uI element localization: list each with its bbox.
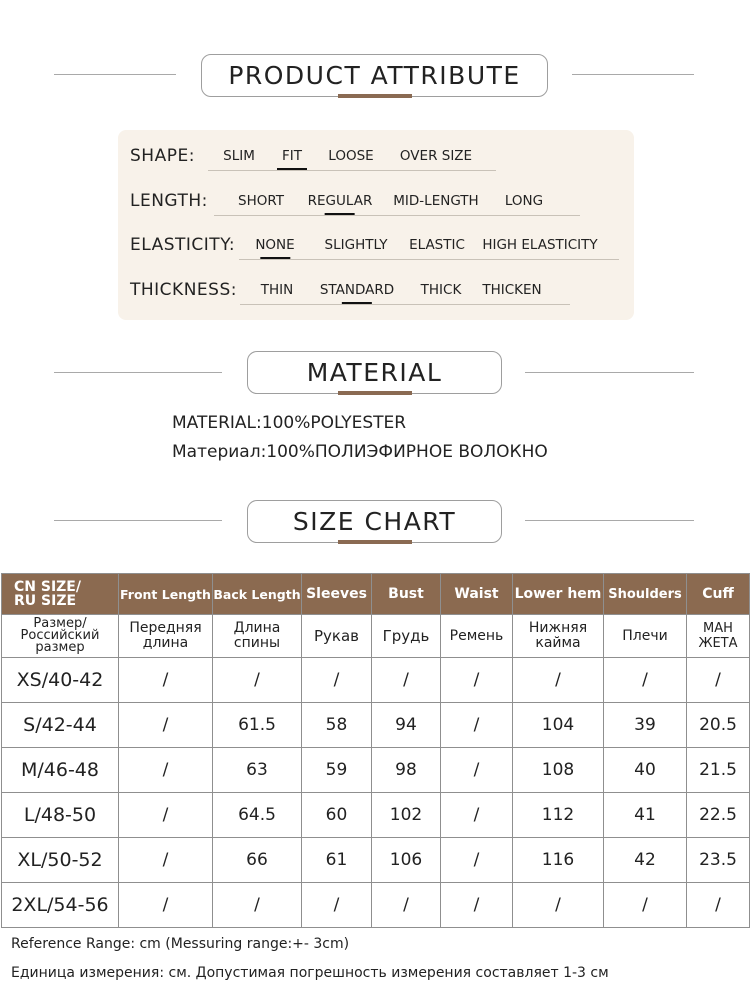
measurement-cell: / xyxy=(302,658,372,703)
size-chart-table xyxy=(1,573,750,928)
measurement-cell: / xyxy=(119,838,213,883)
header-sleeves: Sleeves xyxy=(302,574,372,615)
ru-header-bust xyxy=(372,615,441,658)
table-ru-header-row xyxy=(2,615,750,658)
ru-header-sleeves xyxy=(302,615,372,658)
divider-left xyxy=(54,520,222,521)
attribute-option: THICK xyxy=(420,282,462,298)
ru-header-line: Ремень xyxy=(449,627,504,644)
ru-header-size xyxy=(2,615,119,658)
ru-header-line: Размер/ xyxy=(33,616,87,631)
ru-header-back-length xyxy=(213,615,302,658)
measurement-cell: / xyxy=(119,703,213,748)
measurement-cell: 66 xyxy=(213,838,302,883)
table-row xyxy=(2,883,750,928)
ru-header-waist xyxy=(441,615,513,658)
table-row xyxy=(2,793,750,838)
attribute-option: ELASTIC xyxy=(409,237,465,253)
table-row xyxy=(2,838,750,883)
measurement-cell: / xyxy=(372,883,441,928)
section-title-product-attribute xyxy=(201,54,548,97)
ru-header-lower-hem xyxy=(513,615,604,658)
header-shoulders: Shoulders xyxy=(604,574,687,615)
header-bust: Bust xyxy=(372,574,441,615)
divider-right xyxy=(572,74,694,75)
measurement-cell: 42 xyxy=(604,838,687,883)
attribute-option: SLIGHTLY xyxy=(324,237,388,253)
attribute-row-elasticity xyxy=(118,235,634,265)
ru-header-shoulders xyxy=(604,615,687,658)
measurement-cell: / xyxy=(119,748,213,793)
measurement-cell: / xyxy=(513,658,604,703)
attribute-option: THICKEN xyxy=(482,282,542,298)
section-title-text: PRODUCT ATTRIBUTE xyxy=(228,61,521,90)
attribute-panel xyxy=(118,130,634,320)
section-title-text: MATERIAL xyxy=(306,358,443,387)
attribute-underline xyxy=(208,170,496,171)
table-row xyxy=(2,748,750,793)
attribute-option: HIGH ELASTICITY xyxy=(482,237,598,253)
ru-header-cuff xyxy=(687,615,750,658)
header-line: CN SIZE/ xyxy=(14,579,81,595)
attribute-option: LOOSE xyxy=(328,148,374,164)
ru-header-line: Передняя xyxy=(129,620,202,636)
ru-header-line: Нижняя xyxy=(528,620,588,636)
measurement-cell: / xyxy=(441,703,513,748)
header-lower-hem: Lower hem xyxy=(513,574,604,615)
measurement-cell: 40 xyxy=(604,748,687,793)
attribute-label: LENGTH: xyxy=(130,191,208,211)
ru-header-line: Российский xyxy=(20,628,100,643)
measurement-cell: 60 xyxy=(302,793,372,838)
attribute-option: OVER SIZE xyxy=(399,148,473,164)
ru-header-front-length xyxy=(119,615,213,658)
measurement-cell: / xyxy=(441,658,513,703)
size-label-cell: XL/50-52 xyxy=(2,838,119,883)
ru-header-line: Плечи xyxy=(622,627,668,644)
measurement-cell: / xyxy=(441,748,513,793)
ru-header-line: Грудь xyxy=(382,626,430,645)
size-label-cell: M/46-48 xyxy=(2,748,119,793)
size-label-cell: XS/40-42 xyxy=(2,658,119,703)
attribute-option: SLIM xyxy=(223,148,255,164)
material-text-ru: Материал:100%ПОЛИЭФИРНОЕ ВОЛОКНО xyxy=(172,442,548,462)
measurement-cell: / xyxy=(119,658,213,703)
measurement-cell: 106 xyxy=(372,838,441,883)
measurement-cell: / xyxy=(513,883,604,928)
footnote-en: Reference Range: cm (Messuring range:+- 3cm) xyxy=(11,936,350,952)
attribute-underline xyxy=(214,215,580,216)
header-cn-ru-size xyxy=(2,574,119,615)
measurement-cell: 22.5 xyxy=(687,793,750,838)
divider-right xyxy=(525,520,694,521)
measurement-cell: / xyxy=(119,883,213,928)
section-title-material xyxy=(247,351,502,394)
measurement-cell: / xyxy=(372,658,441,703)
title-accent-bar xyxy=(338,540,412,544)
measurement-cell: 98 xyxy=(372,748,441,793)
measurement-cell: 23.5 xyxy=(687,838,750,883)
measurement-cell: 61.5 xyxy=(213,703,302,748)
header-front-length: Front Length xyxy=(119,574,213,615)
attribute-row-shape xyxy=(118,146,634,176)
measurement-cell: 94 xyxy=(372,703,441,748)
header-cuff: Cuff xyxy=(687,574,750,615)
size-label-cell: 2XL/54-56 xyxy=(2,883,119,928)
divider-left xyxy=(54,74,176,75)
attribute-label: THICKNESS: xyxy=(130,280,237,300)
measurement-cell: / xyxy=(441,883,513,928)
attribute-label: ELASTICITY: xyxy=(130,235,236,255)
measurement-cell: 59 xyxy=(302,748,372,793)
table-row xyxy=(2,703,750,748)
measurement-cell: / xyxy=(213,658,302,703)
section-title-size-chart xyxy=(247,500,502,543)
ru-header-line: размер xyxy=(35,640,85,655)
measurement-cell: / xyxy=(441,793,513,838)
header-waist: Waist xyxy=(441,574,513,615)
divider-left xyxy=(54,372,222,373)
ru-header-line: кайма xyxy=(535,635,581,651)
measurement-cell: 39 xyxy=(604,703,687,748)
measurement-cell: 41 xyxy=(604,793,687,838)
header-back-length: Back Length xyxy=(213,574,302,615)
size-label-cell: S/42-44 xyxy=(2,703,119,748)
measurement-cell: / xyxy=(302,883,372,928)
attribute-option: THIN xyxy=(260,282,294,298)
attribute-option-selected: STANDARD xyxy=(319,282,395,298)
title-accent-bar xyxy=(338,391,412,395)
measurement-cell: / xyxy=(687,883,750,928)
measurement-cell: 108 xyxy=(513,748,604,793)
measurement-cell: 64.5 xyxy=(213,793,302,838)
attribute-row-thickness xyxy=(118,280,634,310)
table-row xyxy=(2,658,750,703)
measurement-cell: 102 xyxy=(372,793,441,838)
attribute-underline xyxy=(240,304,570,305)
ru-header-line: Длина xyxy=(233,620,281,636)
measurement-cell: / xyxy=(441,838,513,883)
ru-header-line: длина xyxy=(142,635,189,651)
header-line: RU SIZE xyxy=(14,593,77,609)
attribute-label: SHAPE: xyxy=(130,146,195,166)
attribute-option-selected: NONE xyxy=(255,237,295,253)
measurement-cell: 20.5 xyxy=(687,703,750,748)
section-title-text: SIZE CHART xyxy=(292,507,457,536)
ru-header-line: МАН xyxy=(703,621,733,636)
table-header-row xyxy=(2,574,750,615)
divider-right xyxy=(525,372,694,373)
size-label-cell: L/48-50 xyxy=(2,793,119,838)
material-text-en: MATERIAL:100%POLYESTER xyxy=(172,413,407,433)
attribute-row-length xyxy=(118,191,634,221)
attribute-option-selected: FIT xyxy=(282,148,302,164)
attribute-option-selected: REGULAR xyxy=(307,193,373,209)
measurement-cell: 63 xyxy=(213,748,302,793)
measurement-cell: / xyxy=(213,883,302,928)
ru-header-line: спины xyxy=(233,635,281,651)
measurement-cell: 58 xyxy=(302,703,372,748)
size-rows xyxy=(2,658,750,928)
attribute-underline xyxy=(239,259,619,260)
title-accent-bar xyxy=(338,94,412,98)
attribute-option: LONG xyxy=(504,193,544,209)
measurement-cell: 116 xyxy=(513,838,604,883)
ru-header-line: Рукав xyxy=(313,626,359,645)
footnote-ru: Единица измерения: см. Допустимая погрешность измерения составляет 1-3 см xyxy=(11,965,609,981)
measurement-cell: 61 xyxy=(302,838,372,883)
measurement-cell: / xyxy=(687,658,750,703)
measurement-cell: 112 xyxy=(513,793,604,838)
measurement-cell: / xyxy=(604,883,687,928)
ru-header-line: ЖЕТА xyxy=(698,636,738,651)
measurement-cell: 21.5 xyxy=(687,748,750,793)
measurement-cell: / xyxy=(604,658,687,703)
attribute-option: SHORT xyxy=(238,193,284,209)
attribute-option: MID-LENGTH xyxy=(393,193,479,209)
measurement-cell: / xyxy=(119,793,213,838)
measurement-cell: 104 xyxy=(513,703,604,748)
